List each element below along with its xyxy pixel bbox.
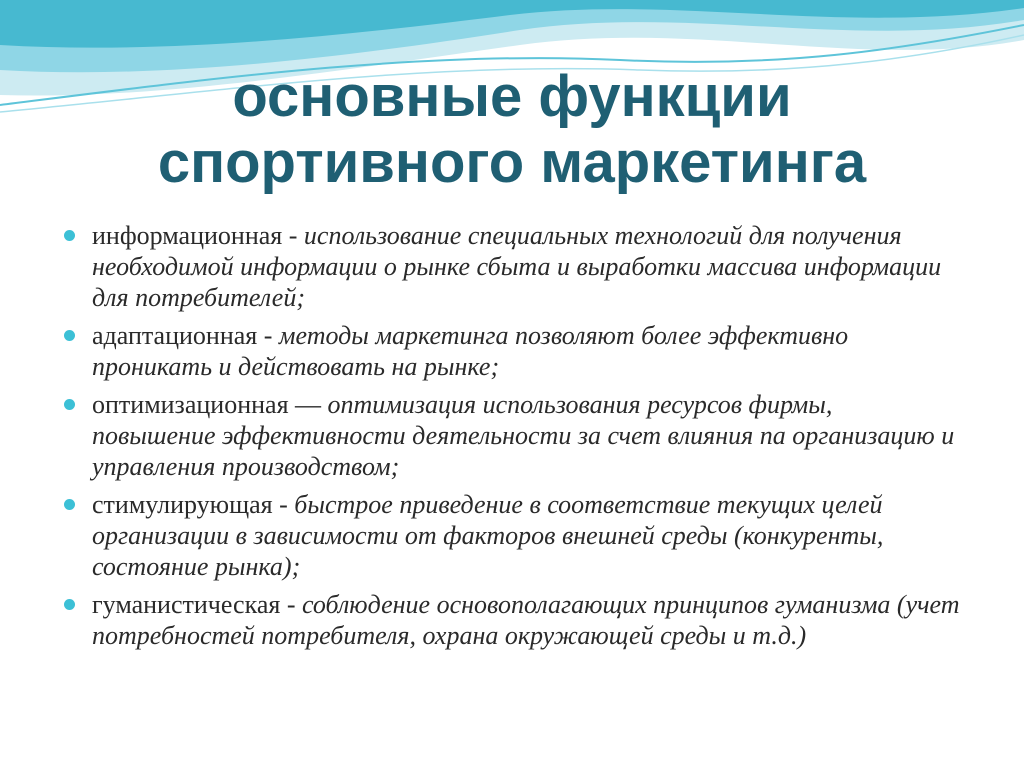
list-item-stimulating — [62, 489, 962, 582]
item-description: использование специальных технологий для получения необходимой информации о рынке сбыта и выработки массива информации для потребителей; — [92, 221, 942, 312]
list-item-adaptive — [62, 320, 962, 382]
slide-title-line-2: спортивного маркетинга — [157, 130, 867, 195]
list-item-humanistic — [62, 589, 962, 651]
bullet-dot-icon — [64, 599, 75, 610]
item-term: оптимизационная — — [92, 390, 328, 419]
item-description: методы маркетинга позволяют более эффективно проникать и действовать на рынке; — [92, 321, 849, 381]
slide-title — [0, 64, 1024, 196]
function-list — [62, 220, 962, 658]
item-description: быстрое приведение в соответствие текущих целей организации в зависимости от факторов внешней среды (конкуренты, состояние рынка); — [92, 490, 884, 581]
slide-title-line-1: основные функции — [232, 64, 792, 129]
item-description: соблюдение основополагающих принципов гуманизма (учет потребностей потребителя, охрана окружающей среды и т.д.) — [92, 590, 960, 650]
item-term: адаптационная - — [92, 321, 279, 350]
item-term: информационная - — [92, 221, 304, 250]
item-term: гуманистическая - — [92, 590, 302, 619]
bullet-dot-icon — [64, 499, 75, 510]
bullet-dot-icon — [64, 399, 75, 410]
bullet-dot-icon — [64, 230, 75, 241]
list-item-informational — [62, 220, 962, 313]
item-term: стимулирующая - — [92, 490, 295, 519]
bullet-dot-icon — [64, 330, 75, 341]
item-description: оптимизация использования ресурсов фирмы, повышение эффективности деятельности за счет влияния па организацию и управления производством; — [92, 390, 955, 481]
list-item-optimizing — [62, 389, 962, 482]
